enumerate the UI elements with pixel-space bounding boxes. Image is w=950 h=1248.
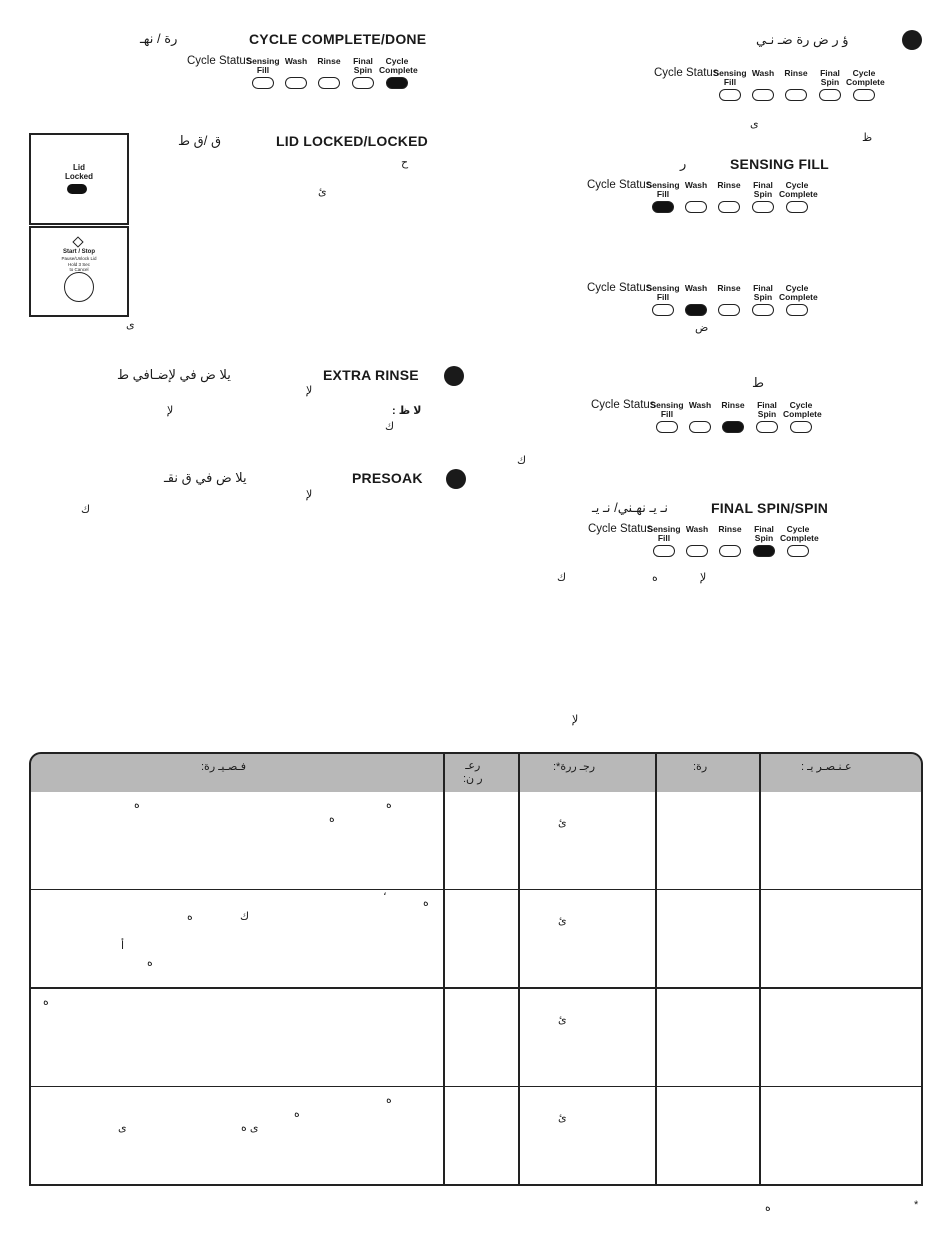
status-label: [711, 284, 747, 293]
status-label: [780, 524, 819, 543]
status-indicator-light: [719, 545, 741, 557]
row1-frag-3: ه: [329, 813, 335, 825]
row3-frag-1: ه: [43, 996, 49, 1008]
status-indicator-light: [787, 545, 809, 557]
status-label-line1: Final: [353, 56, 373, 66]
status-label-line1: Cycle: [789, 400, 813, 410]
final-spin-frag-2: ه: [652, 572, 658, 584]
status-label-line2: Fill: [657, 532, 671, 543]
status-indicator-light: [752, 201, 774, 213]
status-indicator-light: [752, 304, 774, 316]
sensing-fill-arabic: ر: [680, 156, 687, 171]
status-label-line1: Cycle: [385, 56, 409, 66]
wash-frag: ض: [695, 322, 709, 334]
final-spin-arabic: نـ يـ نهـني/ نـ يـ: [592, 500, 668, 515]
status-label-line2: Complete: [779, 188, 818, 199]
status-indicator-light: [752, 89, 774, 101]
status-label: [745, 181, 781, 198]
status-indicator-light: [656, 421, 678, 433]
status-label: [779, 283, 818, 302]
status-indicator-light: [686, 545, 708, 557]
table-row: [29, 989, 923, 1088]
status-label: [645, 181, 681, 198]
row2-mark: ئ: [558, 915, 567, 927]
status-indicator-light: [653, 545, 675, 557]
header-col-4: رة:: [693, 761, 708, 773]
row2-frag-1: ،: [383, 886, 387, 898]
status-label: [278, 57, 314, 66]
status-label-line1: Wash: [685, 524, 709, 534]
lid-label-line1: Lid: [73, 163, 85, 172]
row1-frag-2: ه: [386, 799, 392, 811]
status-label-line2: Fill: [256, 64, 270, 75]
status-label: [645, 284, 681, 301]
status-label: [245, 57, 281, 74]
cycle-status-caption: Cycle Status: [587, 282, 652, 294]
status-indicator-light: [652, 304, 674, 316]
status-label-line1: Sensing: [713, 68, 747, 78]
cycle-status-caption: Cycle Status: [187, 55, 252, 67]
status-label: [682, 401, 718, 410]
table-divider-2: [518, 752, 520, 1184]
extra-rinse-frag-2: لا ظ :: [392, 405, 422, 417]
lid-locked-frag-2: ئ: [318, 186, 327, 198]
status-label: [711, 181, 747, 190]
extra-rinse-frag-3: لإ: [167, 405, 174, 417]
start-sub-line3: to Cancel: [69, 267, 89, 272]
row3-mark: ئ: [558, 1014, 567, 1026]
status-label-line1: Rinse: [784, 68, 808, 78]
table-divider-4: [759, 752, 761, 1184]
footnote-text: ه: [765, 1202, 771, 1214]
status-indicator-light: [819, 89, 841, 101]
row1-mark: ئ: [558, 817, 567, 829]
status-label-line2: Spin: [820, 76, 840, 87]
status-label: [745, 69, 781, 78]
status-label-line1: Cycle: [786, 524, 810, 534]
status-label-line1: Final: [753, 283, 773, 293]
final-spin-frag-1: ك: [557, 572, 567, 584]
status-label: [646, 525, 682, 542]
status-label-line1: Rinse: [717, 283, 741, 293]
lid-locked-label: [31, 163, 127, 181]
row4-frag-4: ى: [118, 1122, 127, 1134]
status-label: [379, 56, 418, 75]
header-col-2: رعـ ر ن:: [463, 760, 483, 785]
status-label: [715, 401, 751, 410]
status-indicator-light: [786, 201, 808, 213]
rinse-arabic: ط: [752, 375, 765, 390]
status-label-line2: Fill: [656, 188, 670, 199]
status-indicator-light: [785, 89, 807, 101]
extra-rinse-frag-1: لإ: [306, 385, 313, 397]
lid-label-line2: Locked: [64, 172, 93, 181]
final-spin-frag-3: لإ: [700, 572, 707, 584]
status-label-line2: Complete: [379, 64, 418, 75]
status-label-line1: Wash: [284, 56, 308, 66]
status-label-line2: Fill: [723, 76, 737, 87]
lid-locked-panel: [29, 133, 129, 225]
status-indicator-light: [786, 304, 808, 316]
status-indicator-light: [853, 89, 875, 101]
status-label: [846, 68, 885, 87]
top-arabic: ؤ ر ض رة ضـ نـي: [756, 32, 849, 47]
top-frag-2: ظ: [862, 132, 873, 144]
status-indicator-light: [753, 545, 775, 557]
table-divider-1: [443, 752, 445, 1184]
status-label-line1: Final: [757, 400, 777, 410]
info-table: [29, 752, 921, 1186]
cycle-status-caption: Cycle Status: [588, 523, 653, 535]
presoak-heading: PRESOAK: [352, 470, 423, 486]
extra-rinse-arabic: يلا ض في لإضـافي ط: [117, 367, 231, 382]
status-label: [345, 57, 381, 74]
status-label-line1: Cycle: [785, 283, 809, 293]
status-indicator-light: [756, 421, 778, 433]
status-label-line2: Spin: [757, 408, 777, 419]
status-indicator-light: [718, 304, 740, 316]
status-label: [783, 400, 822, 419]
status-label: [812, 69, 848, 86]
start-diamond-icon: [72, 236, 83, 247]
lid-locked-indicator-light: [67, 184, 87, 194]
status-label-line2: Spin: [753, 291, 773, 302]
row2-frag-2: ه: [423, 897, 429, 909]
cycle-status-caption: Cycle Status: [591, 399, 656, 411]
cycle-complete-heading: CYCLE COMPLETE/DONE: [249, 31, 427, 47]
status-label: [749, 401, 785, 418]
row2-frag-5: أ: [121, 940, 125, 952]
status-label-line1: Cycle: [785, 180, 809, 190]
header-col-1: فـصـيـ رة:: [201, 761, 246, 773]
top-bullet: [902, 30, 922, 50]
presoak-arabic: يلا ض في ق نقـ: [164, 470, 247, 485]
start-stop-subtitle: [31, 256, 127, 273]
status-label-line1: Final: [753, 180, 773, 190]
row1-frag-1: ه: [134, 799, 140, 811]
start-stop-title: Start / Stop: [62, 249, 95, 255]
status-indicator-light: [386, 77, 408, 89]
row4-frag-2: ه: [294, 1108, 300, 1120]
status-label: [712, 69, 748, 86]
status-label-line1: Cycle: [852, 68, 876, 78]
status-label: [778, 69, 814, 78]
table-row: [29, 1087, 923, 1186]
status-indicator-light: [718, 201, 740, 213]
status-label-line2: Fill: [660, 408, 674, 419]
status-label-line1: Final: [820, 68, 840, 78]
status-label-line2: Spin: [753, 188, 773, 199]
cycle-status-caption: Cycle Status: [587, 179, 652, 191]
status-label-line1: Sensing: [647, 524, 681, 534]
sensing-fill-heading: SENSING FILL: [730, 156, 829, 172]
status-label-line2: Complete: [780, 532, 819, 543]
status-label-line1: Wash: [684, 180, 708, 190]
header-col-5: عـنـصـر يـ :: [801, 761, 852, 773]
status-label: [649, 401, 685, 418]
presoak-frag-2: ك: [81, 504, 91, 516]
status-label-line1: Wash: [688, 400, 712, 410]
status-label: [779, 180, 818, 199]
status-indicator-light: [719, 89, 741, 101]
status-label: [678, 284, 714, 293]
final-spin-heading: FINAL SPIN/SPIN: [711, 500, 829, 516]
start-stop-button[interactable]: [64, 272, 94, 302]
extra-rinse-heading: EXTRA RINSE: [323, 367, 419, 383]
start-stop-panel: [29, 226, 129, 317]
status-label-line2: Complete: [846, 76, 885, 87]
presoak-frag-1: لإ: [306, 489, 313, 501]
status-indicator-light: [685, 304, 707, 316]
status-label-line1: Wash: [751, 68, 775, 78]
status-label-line2: Spin: [754, 532, 774, 543]
middle-frag: ك: [517, 455, 527, 467]
status-label: [311, 57, 347, 66]
row4-mark: ئ: [558, 1112, 567, 1124]
header-col-3: رجـ ررة*:: [553, 761, 596, 773]
status-label-line1: Sensing: [646, 180, 680, 190]
status-indicator-light: [318, 77, 340, 89]
lid-locked-frag-1: ح: [401, 157, 409, 169]
row4-frag-3: ى ه: [241, 1122, 259, 1134]
status-label-line2: Fill: [656, 291, 670, 302]
extra-rinse-frag-4: ك: [385, 421, 395, 433]
lid-locked-heading: LID LOCKED/LOCKED: [276, 133, 428, 149]
status-label-line1: Sensing: [246, 56, 280, 66]
row2-frag-3: ك: [240, 911, 250, 923]
status-label-line1: Rinse: [317, 56, 341, 66]
extra-rinse-bullet: [444, 366, 464, 386]
status-label: [678, 181, 714, 190]
status-indicator-light: [652, 201, 674, 213]
start-sub-line2: Hold 3 Sec: [67, 261, 90, 267]
row2-frag-4: ه: [187, 911, 193, 923]
status-indicator-light: [689, 421, 711, 433]
table-row: [29, 886, 923, 989]
row2-frag-6: ه: [147, 957, 153, 969]
status-label-line1: Rinse: [717, 180, 741, 190]
status-label-line2: Complete: [779, 291, 818, 302]
table-header: [29, 752, 923, 796]
status-label: [679, 525, 715, 534]
status-label-line1: Sensing: [646, 283, 680, 293]
status-label-line2: Spin: [353, 64, 373, 75]
status-indicator-light: [352, 77, 374, 89]
footnote-star: *: [914, 1199, 919, 1211]
lid-locked-arabic: ق /ق ط: [178, 133, 222, 148]
status-label-line1: Rinse: [718, 524, 742, 534]
status-indicator-light: [252, 77, 274, 89]
presoak-bullet: [446, 469, 466, 489]
status-label: [712, 525, 748, 534]
status-label-line1: Rinse: [721, 400, 745, 410]
status-label-line2: Complete: [783, 408, 822, 419]
status-label: [745, 284, 781, 301]
status-label-line1: Wash: [684, 283, 708, 293]
cycle-complete-arabic: رة / نهـ: [140, 31, 178, 46]
status-indicator-light: [685, 201, 707, 213]
status-label: [746, 525, 782, 542]
table-divider-3: [655, 752, 657, 1184]
start-sub-line1: Pause/Unlock Lid: [61, 256, 97, 261]
lone-frag: لإ: [572, 714, 579, 726]
cycle-status-caption: Cycle Status: [654, 67, 719, 79]
status-indicator-light: [285, 77, 307, 89]
status-indicator-light: [790, 421, 812, 433]
table-row: [29, 792, 923, 891]
status-label-line1: Sensing: [650, 400, 684, 410]
top-frag-1: ى: [750, 118, 759, 130]
status-indicator-light: [722, 421, 744, 433]
lid-locked-below-frag: ى: [126, 319, 135, 331]
row4-frag-1: ه: [386, 1094, 392, 1106]
status-label-line1: Final: [754, 524, 774, 534]
